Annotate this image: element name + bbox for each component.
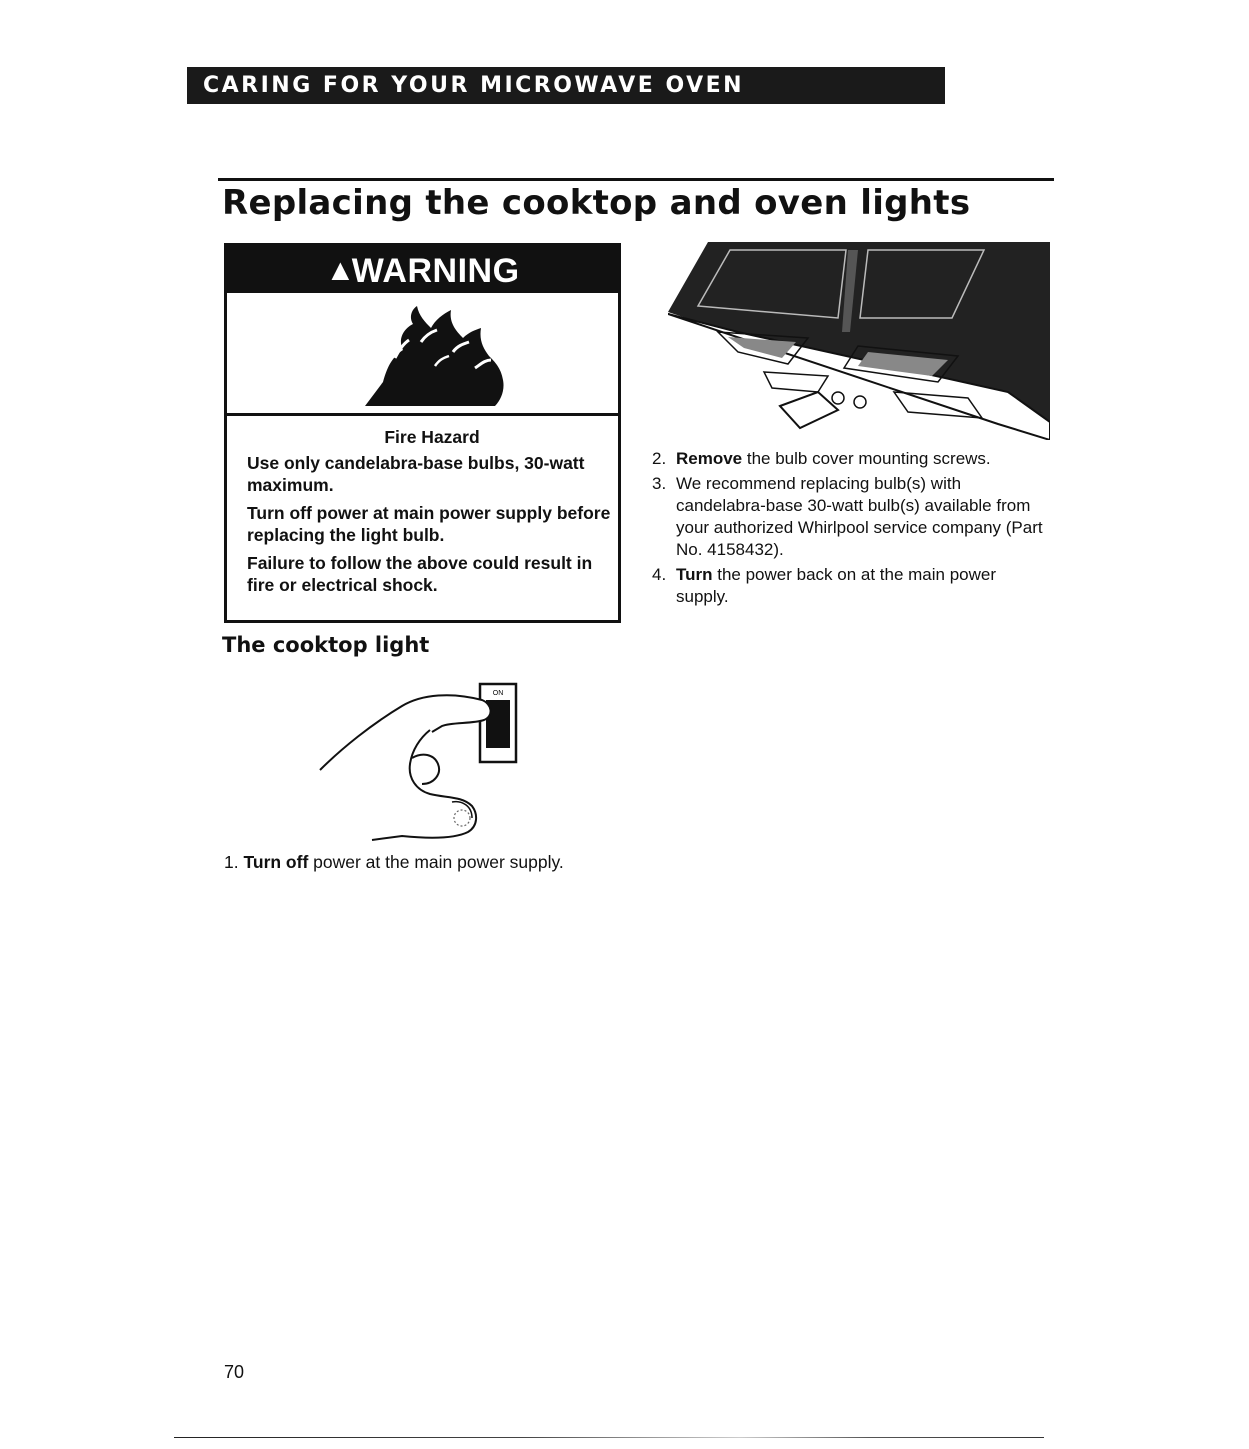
- warning-triangle-icon: ▲: [325, 254, 356, 287]
- step-action: Turn off: [243, 852, 309, 872]
- step-number: 2.: [652, 449, 667, 468]
- step-text: the bulb cover mounting screws.: [742, 449, 991, 468]
- step-text: We recommend replacing bulb(s) with candelabra-base 30-watt bulb(s) available from your authorized Whirlpool service company (Part No. 4158432).: [676, 474, 1043, 559]
- switch-off-label: OFF: [492, 754, 504, 760]
- warning-label: WARNING: [351, 252, 520, 290]
- warning-line: Use only candelabra-base bulbs, 30-watt maximum.: [247, 453, 585, 495]
- section-banner: CARING FOR YOUR MICROWAVE OVEN: [187, 67, 945, 104]
- step-number: 4.: [652, 565, 667, 584]
- warning-text: [247, 426, 617, 602]
- oven-underside-illustration: [668, 242, 1050, 440]
- switch-on-label: ON: [492, 690, 504, 697]
- fire-icon: [325, 298, 525, 410]
- step-action: Remove: [676, 449, 743, 468]
- warning-divider: [227, 413, 618, 416]
- step-number: 1.: [224, 852, 239, 872]
- warning-line: Failure to follow the above could result in fire or electrical shock.: [247, 553, 593, 595]
- page-title: Replacing the cooktop and oven lights: [222, 183, 971, 223]
- warning-box: [224, 243, 621, 623]
- cooktop-light-subhead: The cooktop light: [222, 633, 430, 657]
- page-number: 70: [224, 1362, 245, 1382]
- step-number: 3.: [652, 474, 667, 493]
- step-1: [224, 852, 564, 873]
- warning-line: Turn off power at main power supply before replacing the light bulb.: [247, 503, 611, 545]
- step-2: [652, 448, 1052, 470]
- bottom-rule: [174, 1437, 1044, 1438]
- title-rule: [218, 178, 1054, 181]
- hazard-title: Fire Hazard: [384, 427, 480, 447]
- hand-switch-illustration: [312, 678, 527, 843]
- step-text: power at the main power supply.: [308, 852, 564, 872]
- warning-header: [227, 246, 618, 293]
- step-action: Turn: [676, 565, 713, 584]
- step-text: the power back on at the main power supply.: [676, 565, 997, 606]
- step-3: [652, 473, 1052, 561]
- steps-list: [652, 448, 1052, 611]
- step-4: [652, 564, 1052, 608]
